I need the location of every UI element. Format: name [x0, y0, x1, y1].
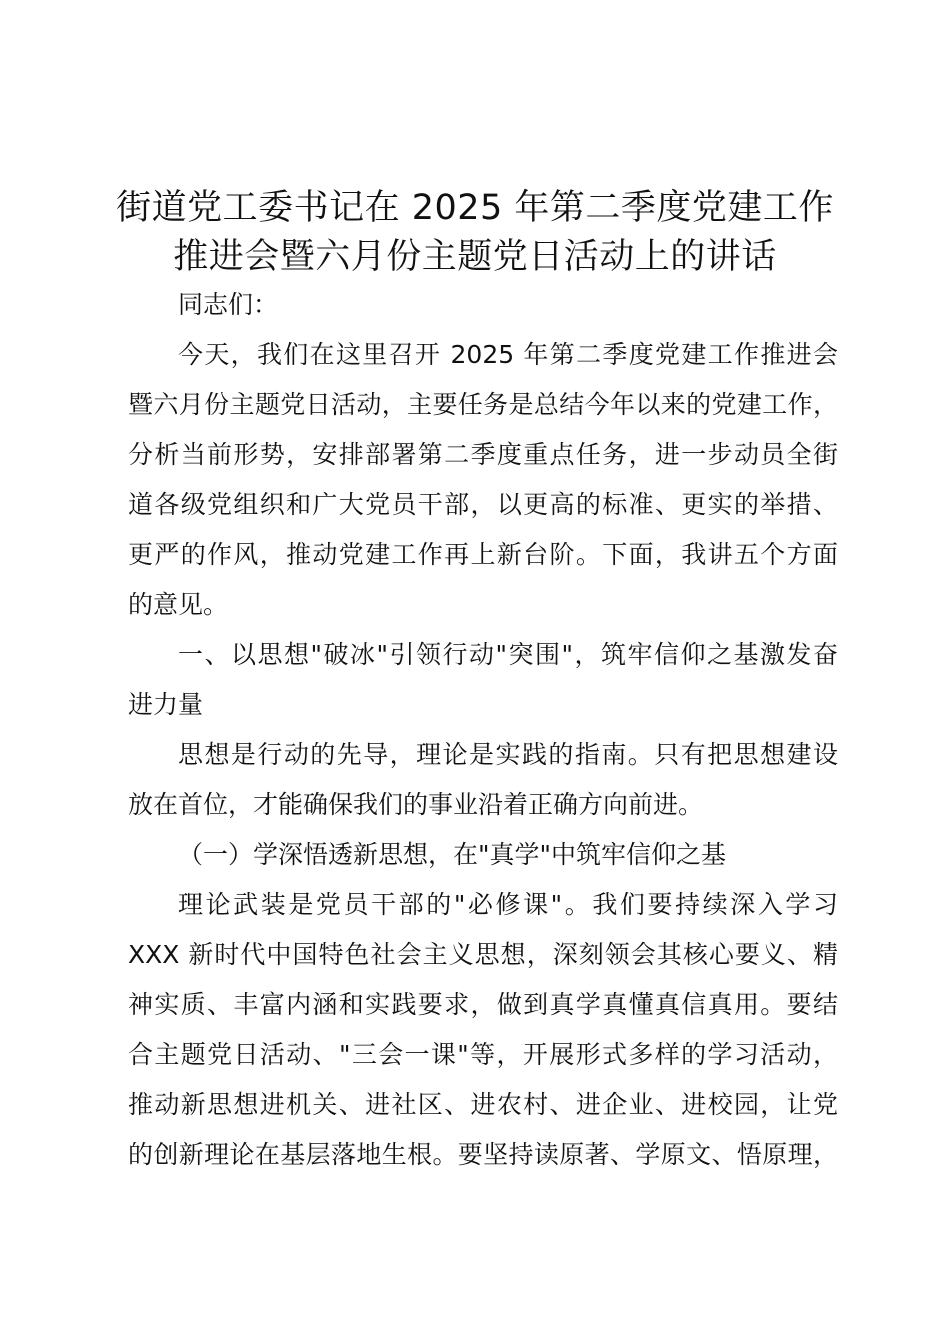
paragraph-line: 推动新思想进机关、进社区、进农村、进企业、进校园，让党: [128, 1090, 838, 1119]
paragraph-line: 分析当前形势，安排部署第二季度重点任务，进一步动员全街: [128, 440, 838, 469]
subsection-heading: （一）学深悟透新思想，在"真学"中筑牢信仰之基: [178, 840, 726, 869]
paragraph-line: 理论武装是党员干部的"必修课"。我们要持续深入学习: [178, 890, 838, 919]
paragraph-line: 合主题党日活动、"三会一课"等，开展形式多样的学习活动，: [128, 1040, 838, 1069]
paragraph-line: 道各级党组织和广大党员干部，以更高的标准、更实的举措、: [128, 490, 838, 519]
paragraph-line: 更严的作风，推动党建工作再上新台阶。下面，我讲五个方面: [128, 540, 838, 569]
paragraph-line: XXX 新时代中国特色社会主义思想，深刻领会其核心要义、精: [128, 940, 838, 969]
paragraph-line: 思想是行动的先导，理论是实践的指南。只有把思想建设: [178, 740, 838, 769]
salutation: 同志们：: [178, 290, 279, 319]
section-heading-line: 进力量: [128, 690, 204, 719]
paragraph-line: 的创新理论在基层落地生根。要坚持读原著、学原文、悟原理，: [128, 1140, 838, 1169]
paragraph-line: 神实质、丰富内涵和实践要求，做到真学真懂真信真用。要结: [128, 990, 838, 1019]
paragraph-line: 暨六月份主题党日活动，主要任务是总结今年以来的党建工作，: [128, 390, 838, 419]
document-title-line-2: 推进会暨六月份主题党日活动上的讲话: [173, 237, 777, 277]
paragraph-line: 今天，我们在这里召开 2025 年第二季度党建工作推进会: [178, 340, 838, 369]
paragraph-line: 放在首位，才能确保我们的事业沿着正确方向前进。: [128, 790, 704, 819]
section-heading-line: 一、以思想"破冰"引领行动"突围"，筑牢信仰之基激发奋: [178, 640, 838, 669]
paragraph-line: 的意见。: [128, 590, 229, 619]
document-body: [128, 280, 838, 1180]
document-title-line-1: 街道党工委书记在 2025 年第二季度党建工作: [116, 188, 834, 228]
